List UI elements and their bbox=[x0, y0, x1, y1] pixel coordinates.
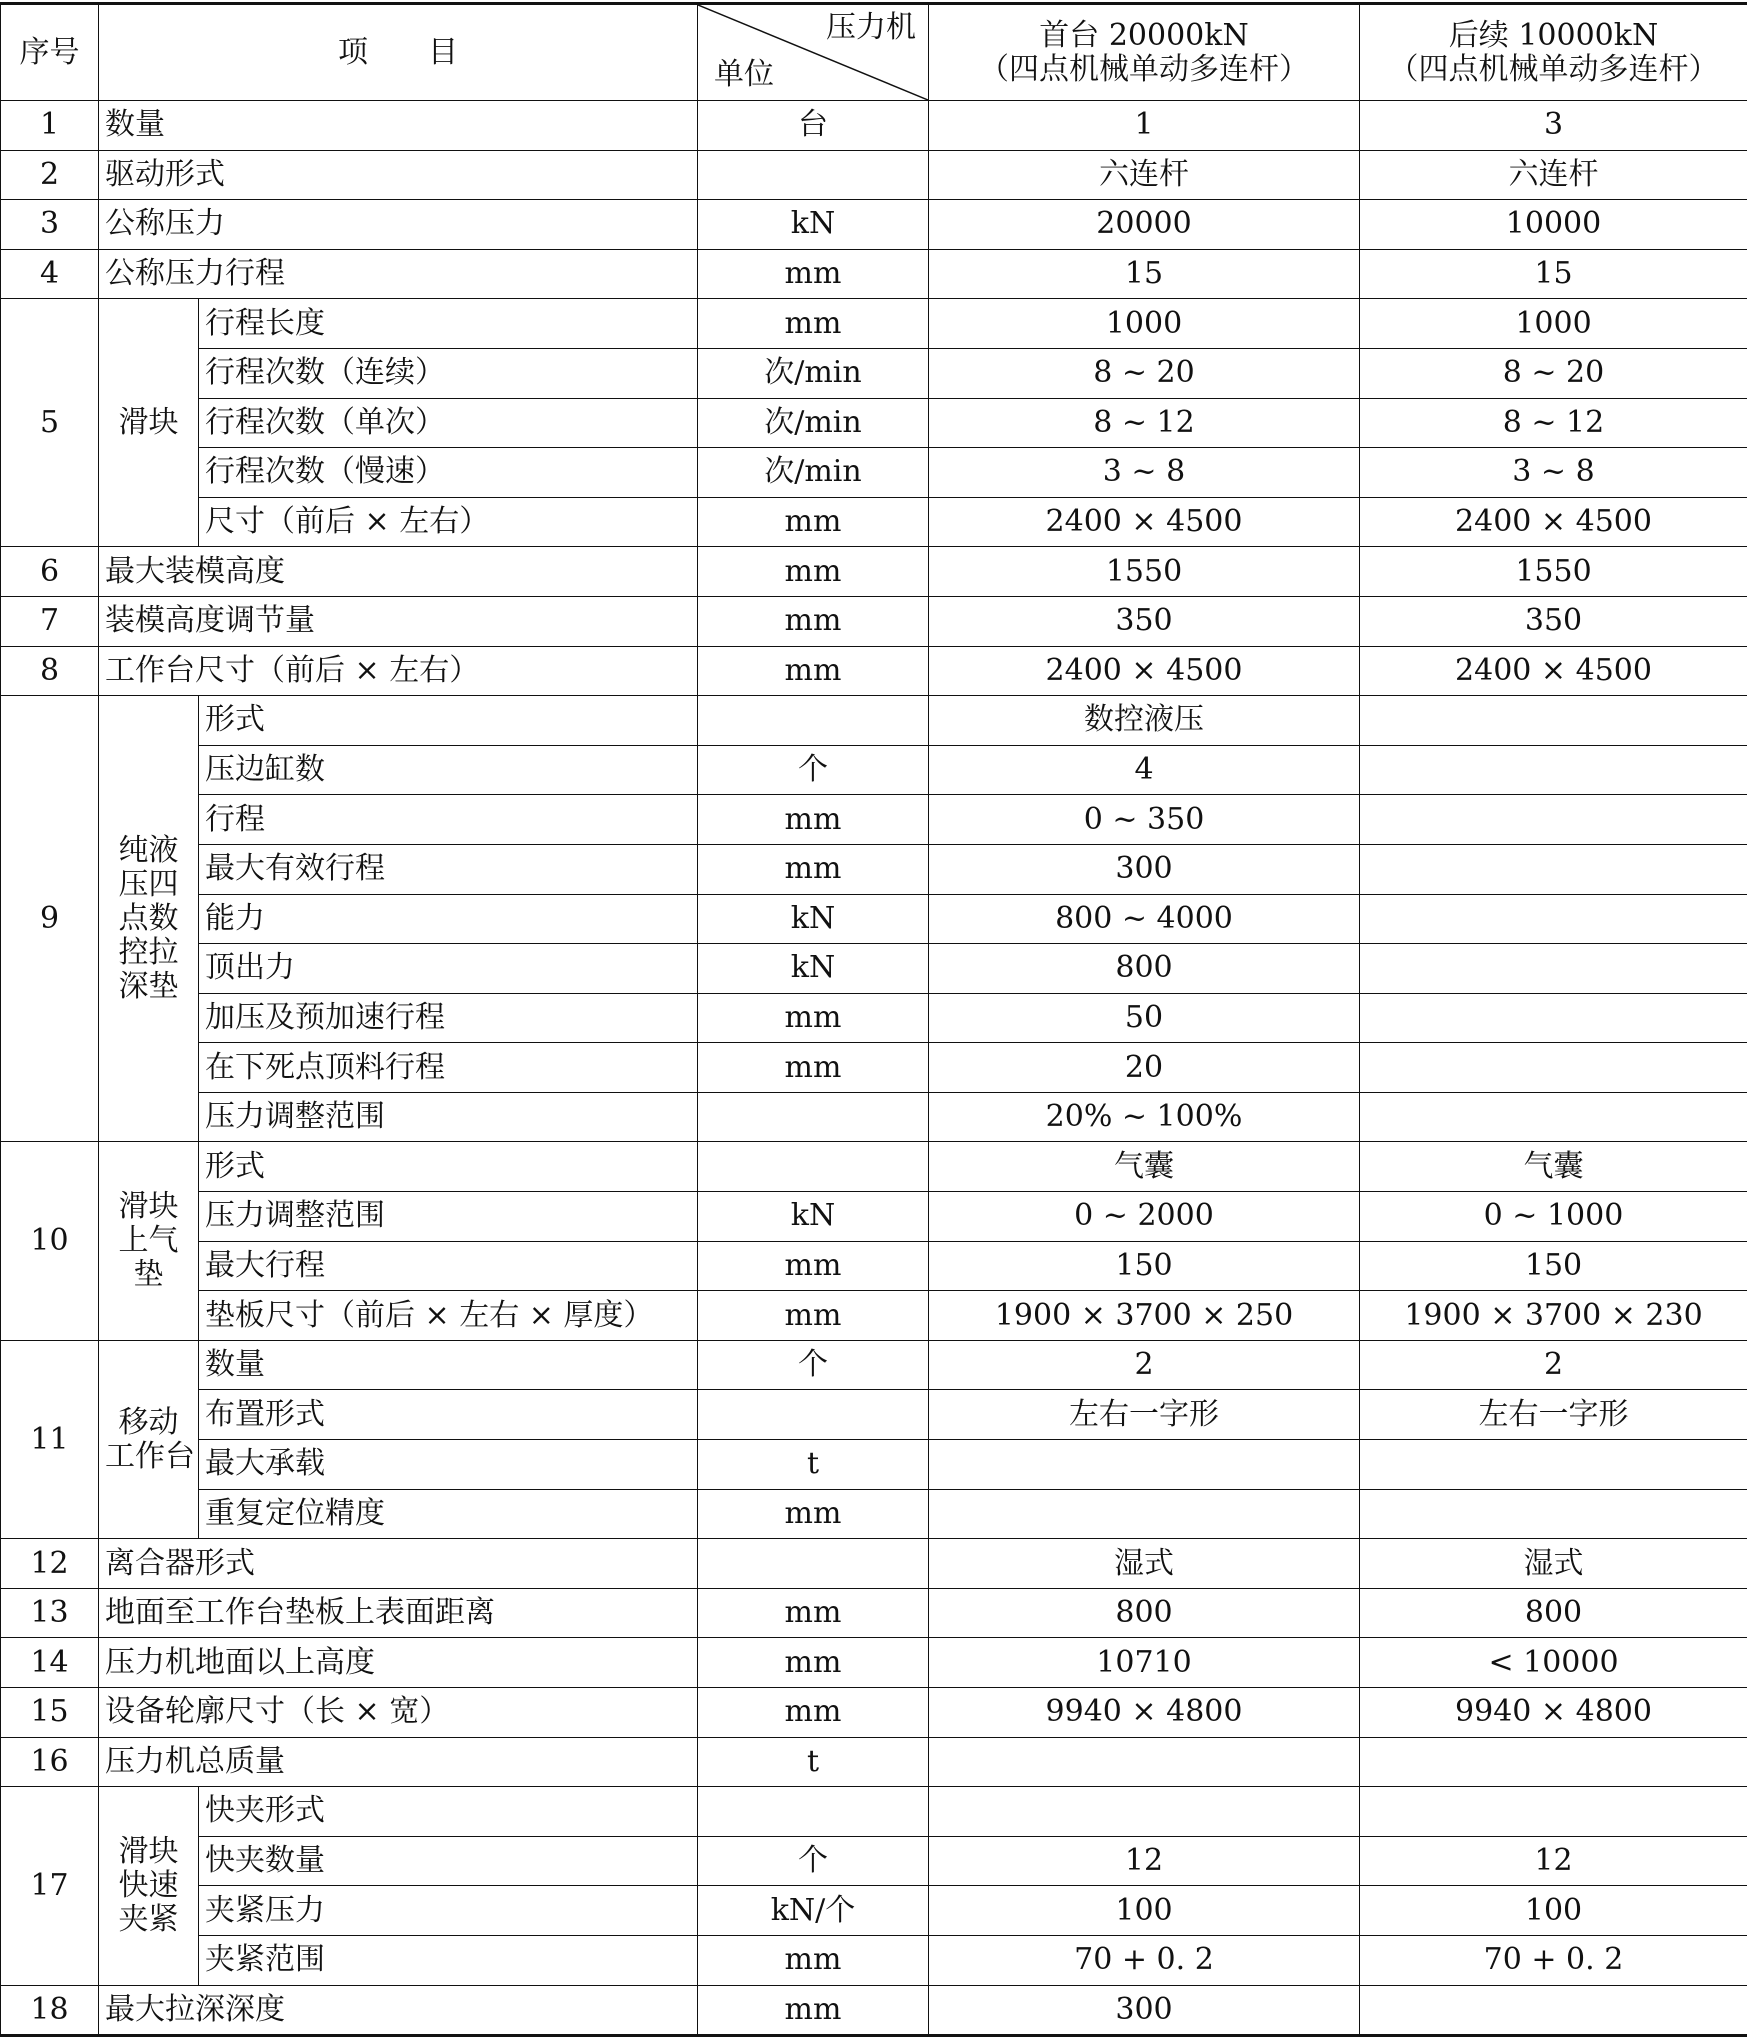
row-unit: 个 bbox=[698, 1836, 929, 1886]
row-item: 行程 bbox=[199, 795, 698, 845]
row-seq: 12 bbox=[1, 1539, 99, 1589]
row-value-follow-press: 六连杆 bbox=[1360, 150, 1747, 200]
row-value-first-press bbox=[929, 1489, 1360, 1539]
table-row bbox=[1, 200, 1747, 250]
table-row bbox=[1, 1043, 1747, 1093]
row-value-first-press: 800 bbox=[929, 1588, 1360, 1638]
row-value-follow-press: 湿式 bbox=[1360, 1539, 1747, 1589]
row-value-follow-press: 12 bbox=[1360, 1836, 1747, 1886]
row-value-first-press: 湿式 bbox=[929, 1539, 1360, 1589]
table-row bbox=[1, 1192, 1747, 1242]
row-unit: mm bbox=[698, 993, 929, 1043]
table-row bbox=[1, 497, 1747, 547]
row-seq: 10 bbox=[1, 1142, 99, 1340]
row-seq: 15 bbox=[1, 1688, 99, 1738]
table-row bbox=[1, 150, 1747, 200]
row-value-follow-press: 70 + 0. 2 bbox=[1360, 1935, 1747, 1985]
table-row bbox=[1, 1836, 1747, 1886]
row-value-first-press: 70 + 0. 2 bbox=[929, 1935, 1360, 1985]
row-unit: mm bbox=[698, 1489, 929, 1539]
row-item: 数量 bbox=[99, 101, 698, 151]
row-value-first-press: 8 ~ 12 bbox=[929, 398, 1360, 448]
row-value-first-press: 20 bbox=[929, 1043, 1360, 1093]
row-value-first-press bbox=[929, 1440, 1360, 1490]
row-unit: 次/min bbox=[698, 348, 929, 398]
row-item: 加压及预加速行程 bbox=[199, 993, 698, 1043]
row-unit: mm bbox=[698, 1935, 929, 1985]
row-value-first-press: 1000 bbox=[929, 299, 1360, 349]
row-group-label bbox=[99, 696, 199, 1142]
table-row bbox=[1, 1142, 1747, 1192]
group-label-line: 滑块 bbox=[118, 1189, 179, 1225]
table-row bbox=[1, 1489, 1747, 1539]
table-row bbox=[1, 1241, 1747, 1291]
table-row bbox=[1, 696, 1747, 746]
row-unit: kN bbox=[698, 894, 929, 944]
row-item: 行程次数（单次） bbox=[199, 398, 698, 448]
table-row bbox=[1, 1935, 1747, 1985]
row-item: 顶出力 bbox=[199, 944, 698, 994]
row-item: 快夹数量 bbox=[199, 1836, 698, 1886]
group-label-line: 夹紧 bbox=[118, 1901, 179, 1937]
row-value-first-press: 9940 × 4800 bbox=[929, 1688, 1360, 1738]
row-seq: 14 bbox=[1, 1638, 99, 1688]
row-group-label bbox=[99, 299, 199, 547]
row-seq: 18 bbox=[1, 1985, 99, 2036]
group-label-line: 控拉 bbox=[118, 934, 179, 970]
row-item: 压力机地面以上高度 bbox=[99, 1638, 698, 1688]
row-value-follow-press: 左右一字形 bbox=[1360, 1390, 1747, 1440]
row-item: 行程次数（慢速） bbox=[199, 448, 698, 498]
row-unit: mm bbox=[698, 795, 929, 845]
row-seq: 17 bbox=[1, 1787, 99, 1985]
row-unit: 个 bbox=[698, 1340, 929, 1390]
row-seq: 11 bbox=[1, 1340, 99, 1538]
table-row bbox=[1, 1886, 1747, 1936]
row-value-first-press: 气囊 bbox=[929, 1142, 1360, 1192]
row-item: 设备轮廓尺寸（长 × 宽） bbox=[99, 1688, 698, 1738]
row-item: 最大承载 bbox=[199, 1440, 698, 1490]
row-seq: 3 bbox=[1, 200, 99, 250]
row-unit bbox=[698, 1390, 929, 1440]
row-value-first-press: 150 bbox=[929, 1241, 1360, 1291]
table-row bbox=[1, 1588, 1747, 1638]
row-value-follow-press bbox=[1360, 1787, 1747, 1837]
table-body bbox=[1, 4, 1747, 2036]
row-value-first-press: 20000 bbox=[929, 200, 1360, 250]
row-seq: 2 bbox=[1, 150, 99, 200]
row-value-first-press: 800 bbox=[929, 944, 1360, 994]
row-value-first-press: 2400 × 4500 bbox=[929, 497, 1360, 547]
row-seq: 5 bbox=[1, 299, 99, 547]
row-value-follow-press: 1000 bbox=[1360, 299, 1747, 349]
press-spec-table bbox=[0, 2, 1747, 2037]
row-value-first-press: 8 ~ 20 bbox=[929, 348, 1360, 398]
row-value-follow-press bbox=[1360, 1985, 1747, 2036]
row-value-first-press: 20% ~ 100% bbox=[929, 1092, 1360, 1142]
row-value-first-press: 10710 bbox=[929, 1638, 1360, 1688]
table-row bbox=[1, 101, 1747, 151]
row-item: 快夹形式 bbox=[199, 1787, 698, 1837]
row-value-follow-press: 15 bbox=[1360, 249, 1747, 299]
table-row bbox=[1, 348, 1747, 398]
row-value-first-press: 2400 × 4500 bbox=[929, 646, 1360, 696]
row-seq: 7 bbox=[1, 596, 99, 646]
table-row bbox=[1, 1737, 1747, 1787]
table-row bbox=[1, 646, 1747, 696]
row-item: 压力调整范围 bbox=[199, 1092, 698, 1142]
header-press-label: 压力机 bbox=[826, 10, 916, 45]
table-row bbox=[1, 299, 1747, 349]
row-value-first-press bbox=[929, 1737, 1360, 1787]
row-item: 压力机总质量 bbox=[99, 1737, 698, 1787]
row-value-first-press: 100 bbox=[929, 1886, 1360, 1936]
row-group-label bbox=[99, 1787, 199, 1985]
row-item: 布置形式 bbox=[199, 1390, 698, 1440]
row-unit: t bbox=[698, 1737, 929, 1787]
row-value-follow-press: 3 ~ 8 bbox=[1360, 448, 1747, 498]
row-value-follow-press: 10000 bbox=[1360, 200, 1747, 250]
row-value-follow-press: 1550 bbox=[1360, 547, 1747, 597]
header-col-follow-press-line2: （四点机械单动多连杆） bbox=[1388, 51, 1719, 87]
row-unit: mm bbox=[698, 1588, 929, 1638]
row-unit bbox=[698, 1142, 929, 1192]
header-diagonal-cell bbox=[698, 4, 929, 101]
row-item: 装模高度调节量 bbox=[99, 596, 698, 646]
row-value-first-press: 15 bbox=[929, 249, 1360, 299]
row-value-follow-press: 2 bbox=[1360, 1340, 1747, 1390]
row-unit: kN/个 bbox=[698, 1886, 929, 1936]
row-value-follow-press bbox=[1360, 1737, 1747, 1787]
row-item: 形式 bbox=[199, 696, 698, 746]
row-value-follow-press: 150 bbox=[1360, 1241, 1747, 1291]
row-value-follow-press bbox=[1360, 795, 1747, 845]
table-row bbox=[1, 596, 1747, 646]
table-row bbox=[1, 993, 1747, 1043]
row-value-first-press: 数控液压 bbox=[929, 696, 1360, 746]
table-row bbox=[1, 1390, 1747, 1440]
row-value-first-press: 0 ~ 2000 bbox=[929, 1192, 1360, 1242]
row-value-first-press: 左右一字形 bbox=[929, 1390, 1360, 1440]
row-value-follow-press bbox=[1360, 894, 1747, 944]
table-row bbox=[1, 844, 1747, 894]
row-item: 压边缸数 bbox=[199, 745, 698, 795]
table-row bbox=[1, 745, 1747, 795]
table-row bbox=[1, 1340, 1747, 1390]
table-row bbox=[1, 1092, 1747, 1142]
row-unit bbox=[698, 1787, 929, 1837]
header-unit-label: 单位 bbox=[714, 57, 774, 92]
row-value-follow-press: 气囊 bbox=[1360, 1142, 1747, 1192]
group-label-line: 快速 bbox=[118, 1867, 179, 1903]
row-item: 地面至工作台垫板上表面距离 bbox=[99, 1588, 698, 1638]
group-label-line: 滑块 bbox=[118, 404, 179, 440]
table-row bbox=[1, 448, 1747, 498]
table-row bbox=[1, 1787, 1747, 1837]
row-value-follow-press bbox=[1360, 1489, 1747, 1539]
row-unit: mm bbox=[698, 596, 929, 646]
row-item: 最大行程 bbox=[199, 1241, 698, 1291]
row-item: 数量 bbox=[199, 1340, 698, 1390]
header-col-first-press-line1: 首台 20000kN bbox=[1039, 17, 1249, 53]
row-unit: mm bbox=[698, 299, 929, 349]
row-unit: kN bbox=[698, 944, 929, 994]
row-seq: 13 bbox=[1, 1588, 99, 1638]
row-item: 垫板尺寸（前后 × 左右 × 厚度） bbox=[199, 1291, 698, 1341]
row-value-first-press: 4 bbox=[929, 745, 1360, 795]
row-value-first-press: 50 bbox=[929, 993, 1360, 1043]
group-label-line: 垫 bbox=[133, 1257, 164, 1293]
header-col-first-press-line2: （四点机械单动多连杆） bbox=[979, 51, 1309, 87]
row-item: 最大有效行程 bbox=[199, 844, 698, 894]
group-label-line: 纯液 bbox=[118, 832, 179, 868]
table-row bbox=[1, 1539, 1747, 1589]
table-row bbox=[1, 547, 1747, 597]
row-unit: 台 bbox=[698, 101, 929, 151]
row-unit: mm bbox=[698, 844, 929, 894]
header-seq: 序号 bbox=[1, 4, 99, 101]
row-unit: mm bbox=[698, 1638, 929, 1688]
table-row bbox=[1, 249, 1747, 299]
group-label-line: 上气 bbox=[118, 1223, 179, 1259]
row-item: 公称压力行程 bbox=[99, 249, 698, 299]
row-item: 行程长度 bbox=[199, 299, 698, 349]
row-item: 夹紧范围 bbox=[199, 1935, 698, 1985]
row-value-follow-press: 8 ~ 12 bbox=[1360, 398, 1747, 448]
row-unit bbox=[698, 150, 929, 200]
row-value-follow-press: < 10000 bbox=[1360, 1638, 1747, 1688]
row-item: 驱动形式 bbox=[99, 150, 698, 200]
row-seq: 1 bbox=[1, 101, 99, 151]
row-unit: mm bbox=[698, 1688, 929, 1738]
row-unit: mm bbox=[698, 249, 929, 299]
row-unit: mm bbox=[698, 497, 929, 547]
row-seq: 16 bbox=[1, 1737, 99, 1787]
table-row bbox=[1, 1688, 1747, 1738]
row-value-first-press: 800 ~ 4000 bbox=[929, 894, 1360, 944]
table-row bbox=[1, 398, 1747, 448]
row-unit: kN bbox=[698, 200, 929, 250]
row-seq: 8 bbox=[1, 646, 99, 696]
row-unit: mm bbox=[698, 646, 929, 696]
row-value-first-press: 六连杆 bbox=[929, 150, 1360, 200]
table-row bbox=[1, 1291, 1747, 1341]
row-item: 在下死点顶料行程 bbox=[199, 1043, 698, 1093]
row-unit: kN bbox=[698, 1192, 929, 1242]
row-item: 最大装模高度 bbox=[99, 547, 698, 597]
row-value-first-press: 1900 × 3700 × 250 bbox=[929, 1291, 1360, 1341]
row-value-first-press: 350 bbox=[929, 596, 1360, 646]
row-unit: mm bbox=[698, 1985, 929, 2036]
header-col-first-press bbox=[929, 4, 1360, 101]
row-value-follow-press: 800 bbox=[1360, 1588, 1747, 1638]
row-seq: 4 bbox=[1, 249, 99, 299]
group-label-line: 压四 bbox=[118, 866, 179, 902]
row-item: 重复定位精度 bbox=[199, 1489, 698, 1539]
row-item: 行程次数（连续） bbox=[199, 348, 698, 398]
row-value-follow-press: 8 ~ 20 bbox=[1360, 348, 1747, 398]
row-value-first-press: 1 bbox=[929, 101, 1360, 151]
row-unit: 次/min bbox=[698, 448, 929, 498]
row-value-first-press: 12 bbox=[929, 1836, 1360, 1886]
row-item: 形式 bbox=[199, 1142, 698, 1192]
row-unit: mm bbox=[698, 1043, 929, 1093]
group-label-line: 深垫 bbox=[118, 968, 179, 1004]
row-value-first-press: 300 bbox=[929, 1985, 1360, 2036]
group-label-line: 工作台 bbox=[105, 1438, 195, 1474]
row-group-label bbox=[99, 1142, 199, 1340]
row-unit: mm bbox=[698, 547, 929, 597]
row-value-follow-press bbox=[1360, 1440, 1747, 1490]
group-label-line: 移动 bbox=[118, 1404, 179, 1440]
row-value-follow-press bbox=[1360, 993, 1747, 1043]
row-item: 夹紧压力 bbox=[199, 1886, 698, 1936]
row-unit: t bbox=[698, 1440, 929, 1490]
header-row bbox=[1, 4, 1747, 101]
group-label-line: 点数 bbox=[118, 900, 179, 936]
row-value-follow-press bbox=[1360, 944, 1747, 994]
row-value-follow-press: 2400 × 4500 bbox=[1360, 497, 1747, 547]
row-unit bbox=[698, 1092, 929, 1142]
row-value-first-press: 3 ~ 8 bbox=[929, 448, 1360, 498]
row-value-follow-press bbox=[1360, 745, 1747, 795]
row-item: 尺寸（前后 × 左右） bbox=[199, 497, 698, 547]
row-value-first-press: 300 bbox=[929, 844, 1360, 894]
row-item: 公称压力 bbox=[99, 200, 698, 250]
row-value-first-press: 0 ~ 350 bbox=[929, 795, 1360, 845]
row-item: 能力 bbox=[199, 894, 698, 944]
header-item: 项 目 bbox=[99, 4, 698, 101]
row-value-follow-press bbox=[1360, 844, 1747, 894]
row-value-follow-press bbox=[1360, 1043, 1747, 1093]
row-value-follow-press: 350 bbox=[1360, 596, 1747, 646]
table-row bbox=[1, 944, 1747, 994]
row-value-first-press: 2 bbox=[929, 1340, 1360, 1390]
row-unit bbox=[698, 1539, 929, 1589]
row-unit: mm bbox=[698, 1291, 929, 1341]
row-group-label bbox=[99, 1340, 199, 1538]
table-row bbox=[1, 1638, 1747, 1688]
row-value-first-press: 1550 bbox=[929, 547, 1360, 597]
row-item: 离合器形式 bbox=[99, 1539, 698, 1589]
header-col-follow-press-line1: 后续 10000kN bbox=[1448, 17, 1659, 53]
row-value-follow-press: 2400 × 4500 bbox=[1360, 646, 1747, 696]
row-value-follow-press: 0 ~ 1000 bbox=[1360, 1192, 1747, 1242]
table-row bbox=[1, 1440, 1747, 1490]
row-item: 压力调整范围 bbox=[199, 1192, 698, 1242]
table-row bbox=[1, 795, 1747, 845]
row-seq: 6 bbox=[1, 547, 99, 597]
table-row bbox=[1, 894, 1747, 944]
row-value-follow-press: 9940 × 4800 bbox=[1360, 1688, 1747, 1738]
table-row bbox=[1, 1985, 1747, 2036]
row-unit: mm bbox=[698, 1241, 929, 1291]
row-value-follow-press bbox=[1360, 1092, 1747, 1142]
row-unit: 次/min bbox=[698, 398, 929, 448]
row-value-first-press bbox=[929, 1787, 1360, 1837]
row-item: 最大拉深深度 bbox=[99, 1985, 698, 2036]
row-unit bbox=[698, 696, 929, 746]
row-value-follow-press: 1900 × 3700 × 230 bbox=[1360, 1291, 1747, 1341]
group-label-line: 滑块 bbox=[118, 1833, 179, 1869]
row-value-follow-press: 3 bbox=[1360, 101, 1747, 151]
row-seq: 9 bbox=[1, 696, 99, 1142]
row-value-follow-press bbox=[1360, 696, 1747, 746]
row-unit: 个 bbox=[698, 745, 929, 795]
row-value-follow-press: 100 bbox=[1360, 1886, 1747, 1936]
header-col-follow-press bbox=[1360, 4, 1747, 101]
row-item: 工作台尺寸（前后 × 左右） bbox=[99, 646, 698, 696]
